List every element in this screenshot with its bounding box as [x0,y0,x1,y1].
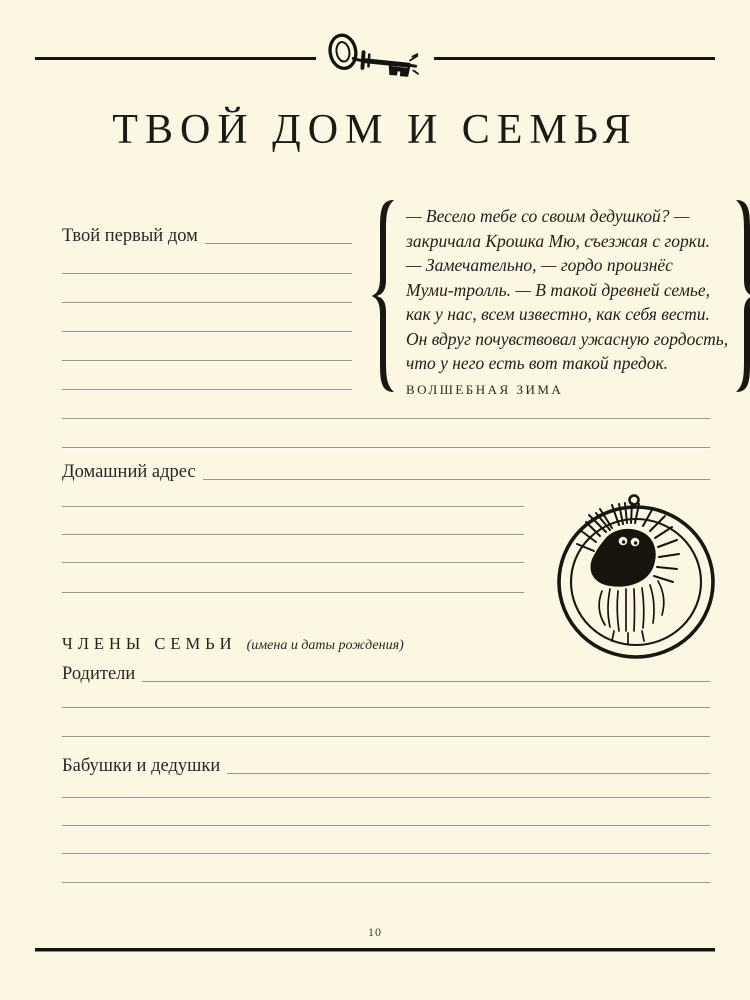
home-address-field [62,462,710,483]
writing-line [62,534,524,535]
writing-line [62,331,352,332]
writing-line [62,418,710,419]
quote-line: — Замечательно, — гордо произнёс [406,255,673,275]
first-home-label: Твой первый дом [62,226,198,246]
bottom-rule [35,948,715,952]
family-heading-text: ЧЛЕНЫ СЕМЬИ [62,634,237,653]
top-rule [35,36,715,80]
parents-label: Родители [62,664,136,684]
writing-line [62,797,710,798]
first-home-field [62,226,352,247]
quote-text [396,198,734,399]
writing-line [203,479,710,480]
brace-left-icon [370,198,396,399]
writing-line [62,736,710,737]
key-icon [316,33,434,84]
quote-block [370,198,729,399]
family-heading-note: (имена и даты рождения) [246,638,404,653]
quote-line: Муми-тролль. — В такой древней семье, [406,279,711,300]
quote-line: — Весело тебе со своим дедушкой? — [406,206,690,226]
home-address-label: Домашний адрес [62,462,196,482]
top-rule-left [35,57,316,60]
writing-line [62,853,710,854]
quote-line: закричала Крошка Мю, съезжая с горки. [406,230,711,251]
grandparents-label: Бабушки и дедушки [62,756,221,776]
ancestor-medallion-illustration [552,489,720,666]
quote-line: как у нас, всем известно, как себя вести. [406,304,710,324]
quote-line: Он вдруг почувствовал ужасную гордость, [406,328,729,349]
parents-field [62,664,710,685]
writing-line [205,243,352,244]
writing-line [62,389,352,390]
writing-line [62,825,710,826]
writing-line [62,360,352,361]
family-members-heading [62,634,404,654]
writing-line [62,506,524,507]
quote-line: что у него есть вот такой предок. [406,353,669,373]
brace-right-icon [734,198,750,399]
page-number: 10 [368,925,382,939]
writing-line [62,273,352,274]
grandparents-field [62,756,710,777]
page-title: ТВОЙ ДОМ И СЕМЬЯ [112,107,638,153]
writing-line [62,562,524,563]
writing-line [227,773,710,774]
writing-line [62,882,710,883]
writing-line [62,447,710,448]
writing-line [62,302,352,303]
top-rule-right [434,57,715,60]
writing-line [142,681,710,682]
quote-source: ВОЛШЕБНАЯ ЗИМА [406,381,564,397]
writing-line [62,707,710,708]
writing-line [62,592,524,593]
